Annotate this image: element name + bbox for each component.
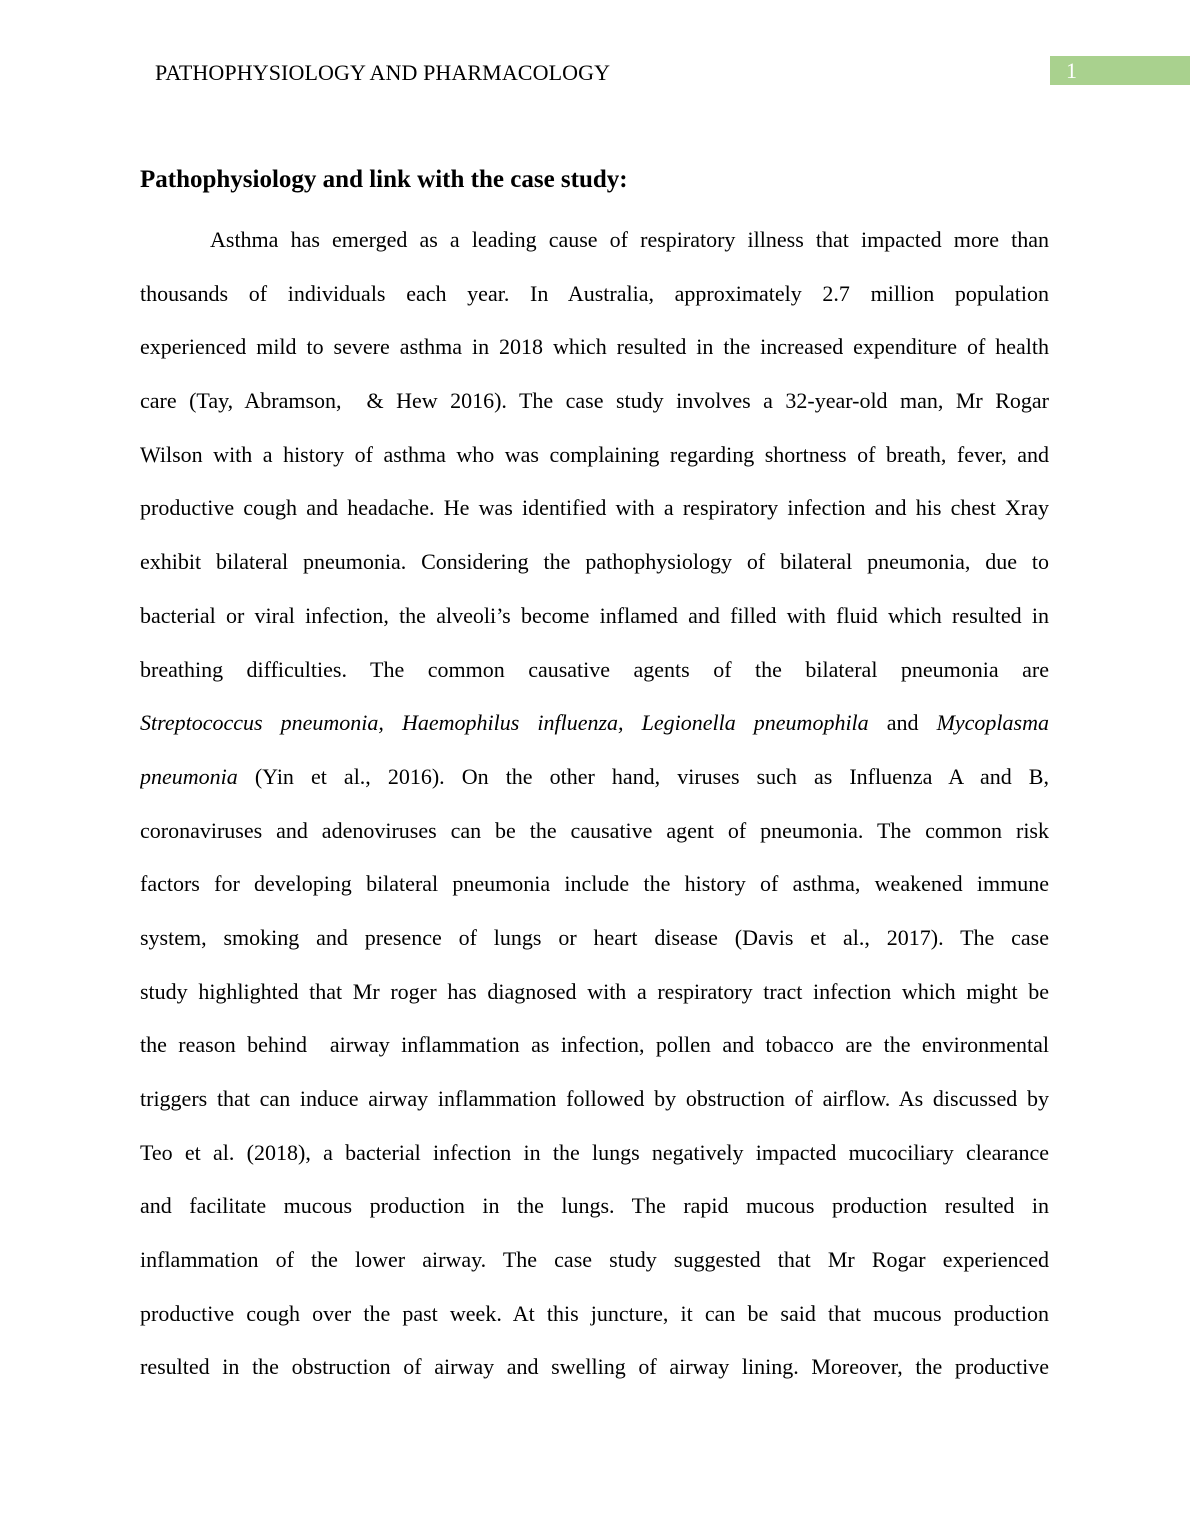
- paragraph-line: and facilitate mucous production in the lungs. The rapid mucous production resulted in: [140, 1193, 1049, 1219]
- page-number-box: [1050, 56, 1190, 85]
- running-head: PATHOPHYSIOLOGY AND PHARMACOLOGY: [155, 60, 611, 85]
- paragraph-line: coronaviruses and adenoviruses can be the causative agent of pneumonia. The common risk: [140, 817, 1049, 843]
- paragraph-line: resulted in the obstruction of airway and swelling of airway lining. Moreover, the productive: [140, 1354, 1049, 1380]
- page-number: 1: [1066, 58, 1077, 83]
- paragraph-line: inflammation of the lower airway. The case study suggested that Mr Rogar experienced: [140, 1247, 1049, 1273]
- species-names-italic: Streptococcus pneumonia, Haemophilus influenza, Legionella pneumophila: [140, 710, 869, 736]
- section-heading: Pathophysiology and link with the case study:: [140, 166, 628, 193]
- paragraph-line: study highlighted that Mr roger has diagnosed with a respiratory tract infection which might be: [140, 978, 1049, 1004]
- paragraph-line: productive cough and headache. He was identified with a respiratory infection and his chest Xray: [140, 495, 1049, 521]
- paragraph-line: breathing difficulties. The common causative agents of the bilateral pneumonia are: [140, 656, 1049, 682]
- body-paragraph: [140, 213, 1049, 1394]
- paragraph-line: experienced mild to severe asthma in 2018 which resulted in the increased expenditure of health: [140, 334, 1049, 360]
- paragraph-line: triggers that can induce airway inflammation followed by obstruction of airflow. As discussed by: [140, 1086, 1049, 1111]
- paragraph-line: productive cough over the past week. At this juncture, it can be said that mucous production: [140, 1300, 1049, 1326]
- paragraph-line: Teo et al. (2018), a bacterial infection in the lungs negatively impacted mucociliary clearance: [140, 1139, 1049, 1165]
- paragraph-line: Asthma has emerged as a leading cause of respiratory illness that impacted more than: [210, 227, 1049, 252]
- paragraph-line: factors for developing bilateral pneumonia include the history of asthma, weakened immune: [140, 871, 1049, 897]
- paragraph-line: pneumonia (Yin et al., 2016). On the other hand, viruses such as Influenza A and B,: [140, 763, 1049, 789]
- species-name-italic: pneumonia: [140, 763, 238, 789]
- species-name-italic: Mycoplasma: [936, 710, 1049, 736]
- paragraph-line: bacterial or viral infection, the alveoli’s become inflamed and filled with fluid which resulted in: [140, 602, 1049, 628]
- paragraph-line: exhibit bilateral pneumonia. Considering the pathophysiology of bilateral pneumonia, due to: [140, 549, 1049, 575]
- paragraph-line: Streptococcus pneumonia, Haemophilus influenza, Legionella pneumophila and Mycoplasma: [140, 710, 1049, 736]
- paragraph-line: care (Tay, Abramson, & Hew 2016). The case study involves a 32-year-old man, Mr Rogar: [140, 388, 1049, 414]
- paragraph-line: Wilson with a history of asthma who was complaining regarding shortness of breath, fever, and: [140, 441, 1049, 467]
- paragraph-line: the reason behind airway inflammation as infection, pollen and tobacco are the environmental: [140, 1032, 1049, 1058]
- paragraph-line: thousands of individuals each year. In Australia, approximately 2.7 million population: [140, 280, 1049, 306]
- paragraph-line: system, smoking and presence of lungs or heart disease (Davis et al., 2017). The case: [140, 924, 1049, 950]
